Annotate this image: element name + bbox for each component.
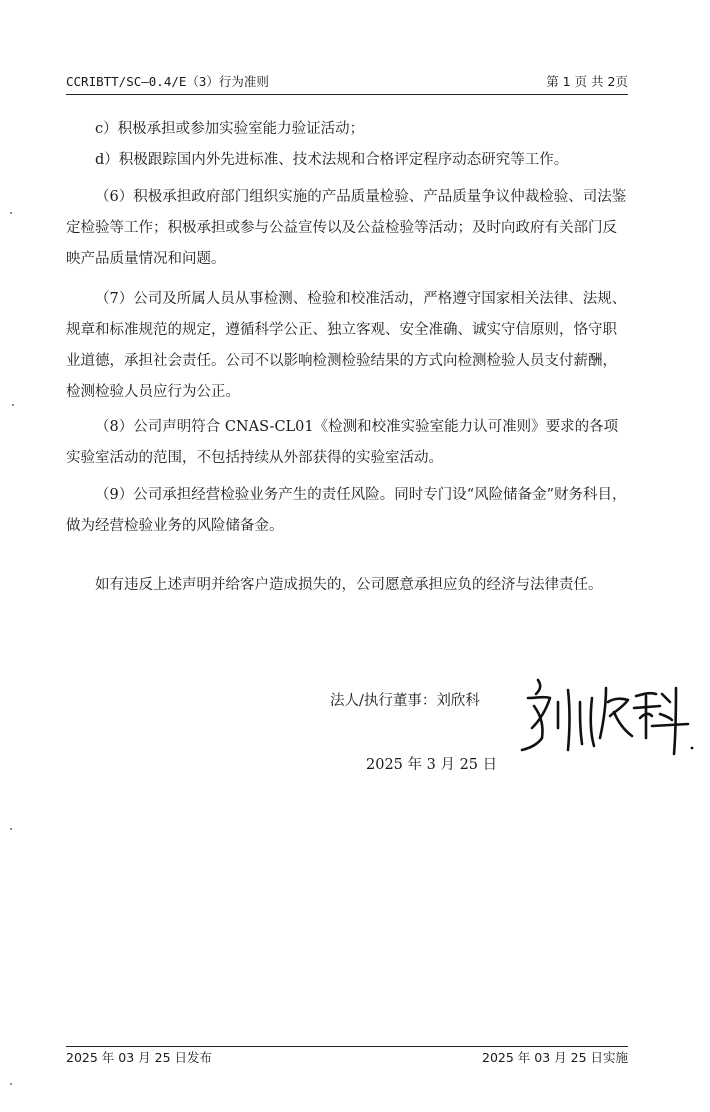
handwritten-signature [510,668,700,768]
document-code: CCRIBTT/SC—0.4/E（3）行为准则 [66,74,269,89]
list-item-d: d）积极跟踪国内外先进标准、技术法规和合格评定程序动态研究等工作。 [95,152,569,168]
paragraph-7 [66,284,628,408]
scan-speck [12,404,14,406]
paragraph-8-text: （8）公司声明符合 CNAS-CL01《检测和校准实验室能力认可准则》要求的各项实验室活动的范围，不包括持续从外部获得的实验室活动。 [66,419,619,466]
scan-speck [10,212,12,214]
scan-speck [10,828,12,830]
paragraph-8 [66,412,628,474]
paragraph-9 [66,480,628,542]
paragraph-6-text: （6）积极承担政府部门组织实施的产品质量检验、产品质量争议仲裁检验、司法鉴定检验等工作；积极承担或参与公益宣传以及公益检验等活动；及时向政府有关部门反映产品质量情况和问题。 [66,189,627,267]
list-items [66,114,628,176]
effective-date: 2025 年 03 月 25 日实施 [482,1050,628,1065]
closing-statement [66,570,628,601]
header-divider [66,94,628,95]
paragraph-6 [66,182,628,275]
paragraph-9-text: （9）公司承担经营检验业务产生的责任风险。同时专门设“风险储备金”财务科目，做为经营检验业务的风险储备金。 [66,487,627,534]
issue-date: 2025 年 03 月 25 日发布 [66,1050,212,1065]
page-header [66,73,628,95]
footer-divider [66,1046,628,1047]
signer-label: 法人/执行董事：刘欣科 [330,693,480,709]
page-number: 第 1 页 共 2页 [546,74,628,89]
paragraph-7-text: （7）公司及所属人员从事检测、检验和校准活动，严格遵守国家相关法律、法规、规章和标准规范的规定，遵循科学公正、独立客观、安全准确、诚实守信原则，恪守职业道德，承担社会责任。公司不以影响检测检验结果的方式向检测检验人员支付薪酬，检测检验人员应行为公正。 [66,291,627,400]
signature-date: 2025 年 3 月 25 日 [366,757,498,773]
scan-speck [10,1083,12,1085]
closing-statement-text: 如有违反上述声明并给客户造成损失的，公司愿意承担应负的经济与法律责任。 [95,577,603,593]
list-item-c: c）积极承担或参加实验室能力验证活动； [95,121,365,137]
